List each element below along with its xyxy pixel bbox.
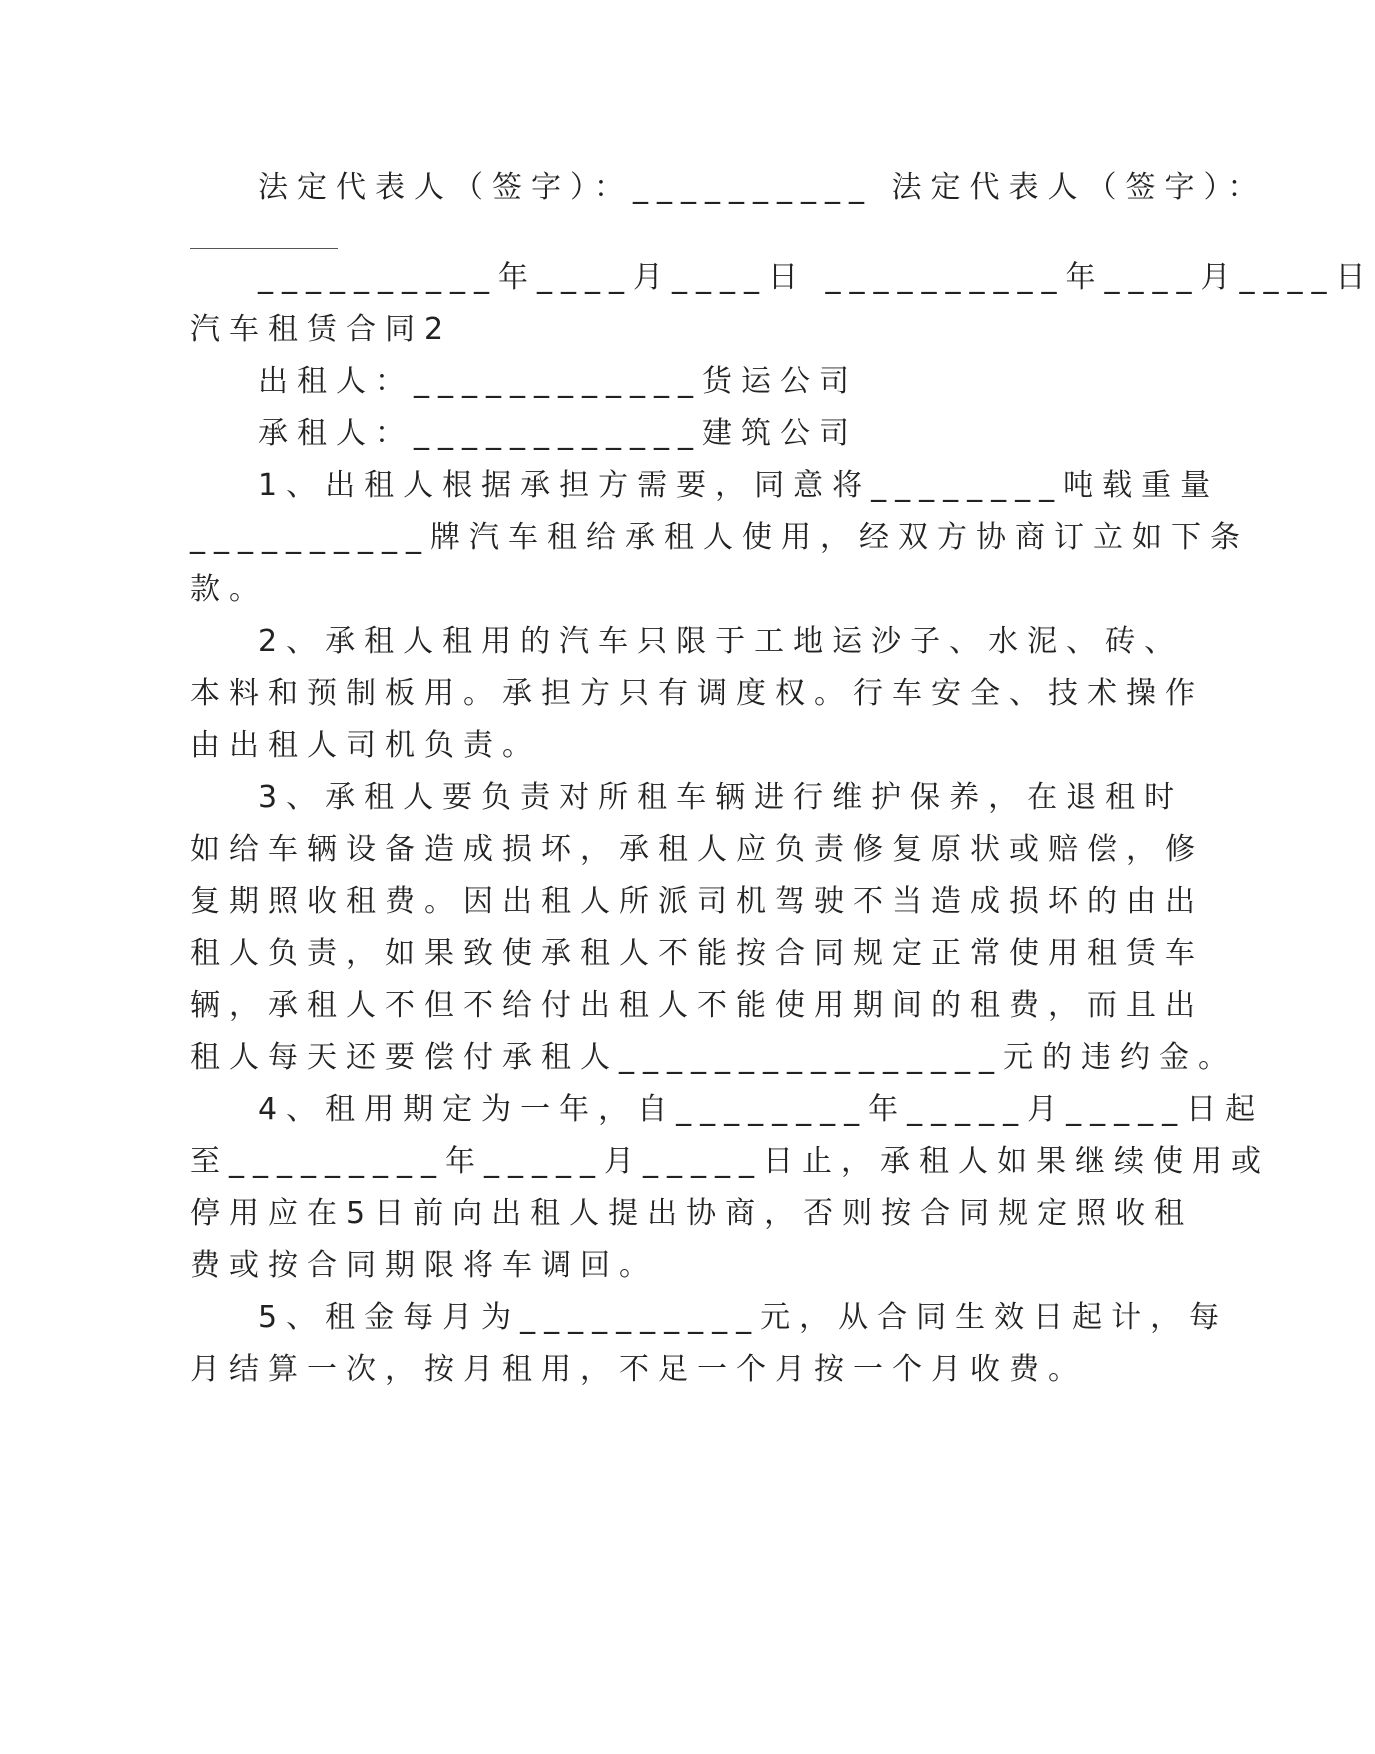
clause-5-line-1: 5、租金每月为__________元，从合同生效日起计，每 [258, 1300, 1229, 1335]
clause-3-line-5: 辆，承租人不但不给付出租人不能使用期间的租费，而且出 [190, 988, 1204, 1023]
clause-3-line-2: 如给车辆设备造成损坏，承租人应负责修复原状或赔偿，修 [190, 832, 1204, 867]
clause-2-line-1: 2、承租人租用的汽车只限于工地运沙子、水泥、砖、 [258, 624, 1184, 659]
signature-line: 法定代表人（签字）：__________ 法定代表人（签字）： [258, 170, 1267, 205]
clause-3-line-4: 租人负责，如果致使承租人不能按合同规定正常使用租赁车 [190, 936, 1204, 971]
clause-2-line-3: 由出租人司机负责。 [190, 728, 541, 763]
lessee-line: 承租人：____________建筑公司 [258, 416, 858, 451]
date-line: __________年____月____日 __________年____月____日 [258, 260, 1375, 295]
clause-3-line-3: 复期照收租费。因出租人所派司机驾驶不当造成损坏的由出 [190, 884, 1204, 919]
clause-3-line-6: 租人每天还要偿付承租人________________元的违约金。 [190, 1040, 1237, 1075]
lessor-line: 出租人：____________货运公司 [258, 364, 858, 399]
clause-1-line-1: 1、出租人根据承担方需要，同意将________吨载重量 [258, 468, 1220, 503]
contract-title: 汽车租赁合同2 [190, 312, 453, 347]
clause-4-line-2: 至_________年_____月_____日止，承租人如果继续使用或 [190, 1144, 1270, 1179]
clause-1-line-3: 款。 [190, 572, 268, 607]
clause-3-line-1: 3、承租人要负责对所租车辆进行维护保养，在退租时 [258, 780, 1184, 815]
clause-4-line-1: 4、租用期定为一年，自________年_____月_____日起 [258, 1092, 1265, 1127]
signature-blank [190, 248, 338, 249]
clause-4-line-3: 停用应在5日前向出租人提出协商，否则按合同规定照收租 [190, 1196, 1194, 1231]
clause-5-line-2: 月结算一次，按月租用，不足一个月按一个月收费。 [190, 1352, 1087, 1387]
clause-4-line-4: 费或按合同期限将车调回。 [190, 1248, 658, 1283]
clause-2-line-2: 本料和预制板用。承担方只有调度权。行车安全、技术操作 [190, 676, 1204, 711]
clause-1-line-2: __________牌汽车租给承租人使用，经双方协商订立如下条 [190, 520, 1249, 555]
